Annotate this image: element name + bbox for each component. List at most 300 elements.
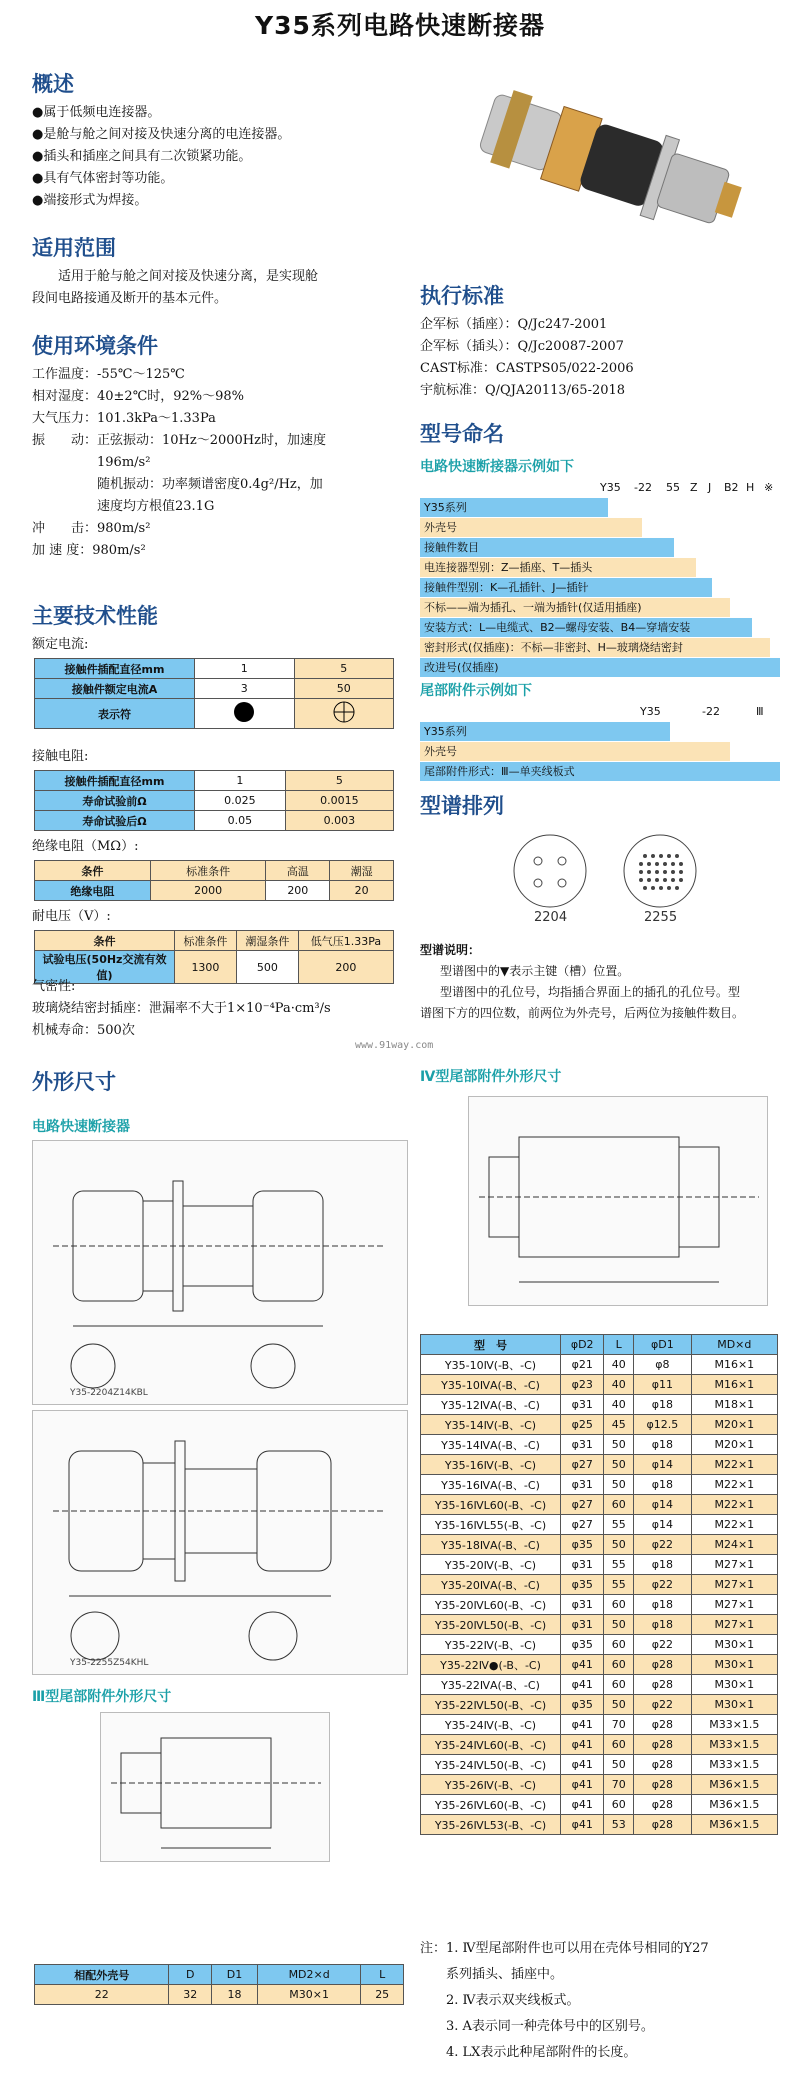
table-cell: Y35-16ⅣL60(-B、-C) [421, 1495, 561, 1515]
table-row [421, 1455, 778, 1475]
table-cell: 潮湿条件 [236, 931, 298, 951]
table-cell: φ22 [634, 1535, 692, 1555]
table-row [421, 1515, 778, 1535]
scope-line: 适用于舱与舱之间对接及快速分离，是实现舱 [58, 269, 319, 284]
table-cell: φ11 [634, 1375, 692, 1395]
table-cell: 50 [604, 1535, 634, 1555]
env-line: 冲 击：980m/s² [32, 521, 151, 536]
insulation-label: 绝缘电阻（MΩ）: [32, 839, 139, 854]
table-cell: 25 [361, 1985, 404, 2005]
table-cell: φ18 [634, 1615, 692, 1635]
table-header: D1 [212, 1965, 258, 1985]
table-cell: φ25 [561, 1415, 604, 1435]
table-cell: 绝缘电阻 [35, 881, 151, 901]
table-cell: M27×1 [691, 1575, 777, 1595]
table-cell: φ28 [634, 1735, 692, 1755]
table-cell: 40 [604, 1375, 634, 1395]
drawing-2204 [32, 1140, 408, 1405]
dims-sub4: Ⅳ型尾部附件外形尺寸 [420, 1069, 562, 1085]
overview-list [32, 102, 290, 212]
table-cell: M18×1 [691, 1395, 777, 1415]
table-cell: 接触件插配直径mm [35, 771, 195, 791]
table-cell: M22×1 [691, 1495, 777, 1515]
perf-extra [32, 976, 331, 1042]
table-cell: φ18 [634, 1555, 692, 1575]
table-cell: Y35-24ⅣL50(-B、-C) [421, 1755, 561, 1775]
table-cell: M30×1 [691, 1655, 777, 1675]
table-row [421, 1395, 778, 1415]
code-part: B2 [724, 481, 739, 494]
table-cell: 60 [604, 1495, 634, 1515]
table-cell: 55 [604, 1515, 634, 1535]
code-part: J [708, 481, 712, 494]
table-cell: φ41 [561, 1815, 604, 1835]
table-cell: M27×1 [691, 1615, 777, 1635]
table-cell: φ31 [561, 1395, 604, 1415]
code-part: H [746, 481, 755, 494]
table-cell: Y35-20ⅣA(-B、-C) [421, 1575, 561, 1595]
table-cell: φ28 [634, 1715, 692, 1735]
table-cell: 低气压1.33Pa [298, 931, 393, 951]
table-cell: 32 [169, 1985, 212, 2005]
naming-heading: 型号命名 [420, 422, 504, 446]
pattern-diagram [500, 826, 720, 936]
table-cell: φ41 [561, 1775, 604, 1795]
fig2-caption: Y35-2255Z54KHL [70, 1658, 149, 1668]
model-code-2 [420, 702, 780, 722]
pattern-notes [420, 940, 744, 1024]
table-cell: φ28 [634, 1815, 692, 1835]
table-cell: 70 [604, 1775, 634, 1795]
table-cell: M27×1 [691, 1595, 777, 1615]
pattern-note-line: 型谱图中的孔位号，均指插合界面上的插孔的孔位号。型 [440, 985, 741, 999]
pattern-note-title: 型谱说明： [420, 943, 481, 957]
table-cell: Y35-12ⅣA(-B、-C) [421, 1395, 561, 1415]
table-cell: Y35-20Ⅳ(-B、-C) [421, 1555, 561, 1575]
code-part: Y35 [640, 705, 661, 718]
table-cell: 标准条件 [150, 861, 266, 881]
naming-rows-2 [420, 722, 780, 782]
overview-item: ●端接形式为焊接。 [32, 193, 148, 208]
env-line: 速度均方根值23.1G [32, 499, 215, 514]
naming-row: 外壳号 [420, 742, 730, 762]
table-cell: M33×1.5 [691, 1735, 777, 1755]
tightness-text: 玻璃烧结密封插座：泄漏率不大于1×10⁻⁴Pa·cm³/s [32, 1001, 331, 1016]
table-row [421, 1355, 778, 1375]
table-row [421, 1615, 778, 1635]
life-text: 机械寿命：500次 [32, 1023, 135, 1038]
symbol-cell [195, 699, 295, 729]
filled-circle-icon [233, 701, 255, 723]
table-cell: 60 [604, 1655, 634, 1675]
table-cell: φ35 [561, 1535, 604, 1555]
notes-line: 3. A表示同一种壳体号中的区别号。 [446, 2019, 654, 2034]
table-row [421, 1595, 778, 1615]
table-row [421, 1555, 778, 1575]
table-cell: M36×1.5 [691, 1815, 777, 1835]
notes-line: 2. Ⅳ表示双夹线板式。 [446, 1993, 580, 2008]
notes [420, 1936, 709, 2066]
product-photo [440, 60, 770, 265]
table-cell: M16×1 [691, 1375, 777, 1395]
scope-text [32, 266, 318, 310]
table-cell: φ41 [561, 1755, 604, 1775]
table-row [421, 1415, 778, 1435]
code-part: Ⅲ [756, 705, 764, 718]
table-cell: φ28 [634, 1675, 692, 1695]
table-row [421, 1755, 778, 1775]
type3-accessory-drawing [101, 1713, 331, 1863]
table-row [421, 1815, 778, 1835]
table-cell: φ8 [634, 1355, 692, 1375]
overview-item: ●是舱与舱之间对接及快速分离的电连接器。 [32, 127, 291, 142]
naming-rows-1 [420, 498, 780, 678]
table-cell: 条件 [35, 931, 175, 951]
table-cell: Y35-14Ⅳ(-B、-C) [421, 1415, 561, 1435]
table-cell: 0.0015 [285, 791, 393, 811]
table-cell: 高温 [266, 861, 330, 881]
table-cell: φ28 [634, 1775, 692, 1795]
table-cell: φ41 [561, 1735, 604, 1755]
table-cell: Y35-18ⅣA(-B、-C) [421, 1535, 561, 1555]
table-cell: 2000 [150, 881, 266, 901]
table-cell: φ14 [634, 1455, 692, 1475]
type3-table [34, 1964, 404, 2005]
table-cell: Y35-26Ⅳ(-B、-C) [421, 1775, 561, 1795]
drawing-type3 [100, 1712, 330, 1862]
table-cell: 18 [212, 1985, 258, 2005]
env-line: 工作温度：-55℃～125℃ [32, 367, 185, 382]
pattern-note-line: 型谱图中的▼表示主键（槽）位置。 [440, 964, 630, 978]
env-line: 振 动：正弦振动：10Hz～2000Hz时，加速度 [32, 433, 326, 448]
table-cell: 50 [604, 1695, 634, 1715]
table-cell: φ27 [561, 1495, 604, 1515]
table-cell: 50 [604, 1615, 634, 1635]
table-cell: Y35-16ⅣL55(-B、-C) [421, 1515, 561, 1535]
table-cell: 40 [604, 1395, 634, 1415]
table-row [421, 1435, 778, 1455]
table-cell: φ18 [634, 1595, 692, 1615]
table-cell: M24×1 [691, 1535, 777, 1555]
table-cell: Y35-24ⅣL60(-B、-C) [421, 1735, 561, 1755]
table-cell: φ22 [634, 1695, 692, 1715]
table-cell: φ18 [634, 1395, 692, 1415]
env-heading: 使用环境条件 [32, 334, 158, 358]
standard-line: 宇航标准：Q/QJA20113/65-2018 [420, 383, 626, 398]
env-line: 196m/s² [32, 455, 151, 470]
table-cell: 试验电压(50Hz交流有效值) [35, 951, 175, 984]
code-part: 55 [666, 481, 680, 494]
table-cell: φ21 [561, 1355, 604, 1375]
standard-line: 企军标（插座）：Q/Jc247-2001 [420, 317, 608, 332]
overview-item: ●插头和插座之间具有二次锁紧功能。 [32, 149, 252, 164]
naming-row: Y35系列 [420, 498, 608, 518]
naming-row: 接触件数目 [420, 538, 674, 558]
table-cell: φ35 [561, 1575, 604, 1595]
table-cell: 条件 [35, 861, 151, 881]
table-cell: 潮湿 [330, 861, 394, 881]
type4-table [420, 1334, 778, 1835]
naming-sub2: 尾部附件示例如下 [420, 683, 532, 699]
table-cell: 60 [604, 1735, 634, 1755]
table-row [421, 1775, 778, 1795]
env-line: 加 速 度：980m/s² [32, 543, 146, 558]
table-cell: φ35 [561, 1695, 604, 1715]
env-line: 大气压力：101.3kPa～1.33Pa [32, 411, 216, 426]
table-cell: φ12.5 [634, 1415, 692, 1435]
overview-item: ●属于低频电连接器。 [32, 105, 161, 120]
fig1-caption: Y35-2204Z14KBL [70, 1388, 148, 1398]
table-cell: φ22 [634, 1635, 692, 1655]
table-header: L [361, 1965, 404, 1985]
env-line: 随机振动：功率频谱密度0.4g²/Hz，加 [32, 477, 323, 492]
table-cell: 50 [604, 1755, 634, 1775]
table-cell: Y35-10Ⅳ(-B、-C) [421, 1355, 561, 1375]
table-cell: M20×1 [691, 1435, 777, 1455]
connector-drawing [33, 1411, 409, 1676]
table-cell: φ31 [561, 1595, 604, 1615]
table-cell: 22 [35, 1985, 169, 2005]
standards-list [420, 314, 634, 402]
table-cell: φ41 [561, 1715, 604, 1735]
naming-row: 电连接器型别：Z—插座、T—插头 [420, 558, 696, 578]
table-cell: 3 [195, 679, 295, 699]
table-cell: 55 [604, 1575, 634, 1595]
notes-line: 系列插头、插座中。 [446, 1967, 564, 1982]
standards-heading: 执行标准 [420, 284, 504, 308]
table-header: 型 号 [421, 1335, 561, 1355]
connector-photo-illustration [440, 60, 770, 265]
table-cell: 55 [604, 1555, 634, 1575]
table-cell: Y35-26ⅣL60(-B、-C) [421, 1795, 561, 1815]
pattern-label-2255: 2255 [644, 910, 678, 925]
table-row [421, 1495, 778, 1515]
table-cell: Y35-16ⅣA(-B、-C) [421, 1475, 561, 1495]
table-row [421, 1675, 778, 1695]
table-cell: M22×1 [691, 1475, 777, 1495]
table-cell: Y35-26ⅣL53(-B、-C) [421, 1815, 561, 1835]
table-row [421, 1715, 778, 1735]
notes-label: 注： [420, 1941, 447, 1956]
scope-heading: 适用范围 [32, 236, 116, 260]
table-row [421, 1575, 778, 1595]
naming-row: 改进号(仅插座) [420, 658, 780, 678]
table-cell: Y35-20ⅣL50(-B、-C) [421, 1615, 561, 1635]
table-cell: M36×1.5 [691, 1775, 777, 1795]
naming-row: Y35系列 [420, 722, 670, 742]
type4-table-body [421, 1355, 778, 1835]
naming-row: 不标——端为插孔、一端为插针(仅适用插座) [420, 598, 730, 618]
scope-line: 段间电路接通及断开的基本元件。 [32, 291, 228, 306]
naming-sub1: 电路快速断接器示例如下 [420, 459, 574, 475]
table-row [421, 1635, 778, 1655]
table-cell: M22×1 [691, 1455, 777, 1475]
table-cell: M20×1 [691, 1415, 777, 1435]
table-cell: 60 [604, 1635, 634, 1655]
code-part: -22 [702, 705, 720, 718]
table-cell: M16×1 [691, 1355, 777, 1375]
table-cell: φ28 [634, 1795, 692, 1815]
table-row [421, 1655, 778, 1675]
table-cell: φ27 [561, 1515, 604, 1535]
contact-res-label: 接触电阻: [32, 749, 89, 764]
table-cell: 接触件插配直径mm [35, 659, 195, 679]
symbol-cell [294, 699, 394, 729]
model-code-1 [420, 478, 780, 498]
table-cell: 50 [294, 679, 394, 699]
table-row [421, 1795, 778, 1815]
perf-heading: 主要技术性能 [32, 604, 158, 628]
table-cell: 20 [330, 881, 394, 901]
table-cell: M33×1.5 [691, 1715, 777, 1735]
rated-current-label: 额定电流: [32, 637, 89, 652]
drawing-type4 [468, 1096, 768, 1306]
table-cell: 200 [266, 881, 330, 901]
table-cell: 500 [236, 951, 298, 984]
table-cell: 53 [604, 1815, 634, 1835]
page-title: Y35系列电路快速断接器 [255, 11, 545, 40]
cross-circle-icon [333, 701, 355, 723]
table-cell: 60 [604, 1595, 634, 1615]
table-cell: φ41 [561, 1675, 604, 1695]
standard-line: 企军标（插头）：Q/Jc20087-2007 [420, 339, 624, 354]
table-cell: φ22 [634, 1575, 692, 1595]
table-cell: Y35-10ⅣA(-B、-C) [421, 1375, 561, 1395]
table-cell: Y35-22ⅣA(-B、-C) [421, 1675, 561, 1695]
table-cell: 接触件额定电流A [35, 679, 195, 699]
table-cell: 70 [604, 1715, 634, 1735]
table-cell: 寿命试验前Ω [35, 791, 195, 811]
table-cell: 寿命试验后Ω [35, 811, 195, 831]
table-cell: Y35-16Ⅳ(-B、-C) [421, 1455, 561, 1475]
table-cell: φ41 [561, 1795, 604, 1815]
table-header: MD2×d [257, 1965, 360, 1985]
table-cell: φ28 [634, 1755, 692, 1775]
table-cell: Y35-22Ⅳ●(-B、-C) [421, 1655, 561, 1675]
drawing-2255 [32, 1410, 408, 1675]
table-cell: 60 [604, 1795, 634, 1815]
contact-res-table [34, 770, 394, 831]
table-cell: 45 [604, 1415, 634, 1435]
table-cell: φ14 [634, 1515, 692, 1535]
standard-line: CAST标准：CASTPS05/022-2006 [420, 361, 634, 376]
table-cell: 1300 [175, 951, 237, 984]
table-row [421, 1695, 778, 1715]
env-line: 相对湿度：40±2℃时，92%～98% [32, 389, 245, 404]
table-row [421, 1535, 778, 1555]
notes-line: 4. LX表示此种尾部附件的长度。 [446, 2045, 637, 2060]
table-cell: M36×1.5 [691, 1795, 777, 1815]
naming-row: 尾部附件形式：Ⅲ—单夹线板式 [420, 762, 780, 782]
pattern-note-line: 谱图下方的四位数，前两位为外壳号，后两位为接触件数目。 [420, 1006, 745, 1020]
naming-row: 安装方式：L—电缆式、B2—螺母安装、B4—穿墙安装 [420, 618, 752, 638]
overview-item: ●具有气体密封等功能。 [32, 171, 174, 186]
voltage-label: 耐电压（V）: [32, 909, 111, 924]
overview-heading: 概述 [32, 72, 74, 96]
notes-text: 1. Ⅳ型尾部附件也可以用在壳体号相同的Y27 [446, 1941, 709, 1956]
table-cell: φ41 [561, 1655, 604, 1675]
table-cell: 50 [604, 1475, 634, 1495]
type4-accessory-drawing [469, 1097, 769, 1307]
table-cell: φ31 [561, 1475, 604, 1495]
table-header: MD×d [691, 1335, 777, 1355]
table-cell: φ27 [561, 1455, 604, 1475]
table-cell: 50 [604, 1455, 634, 1475]
pattern-heading: 型谱排列 [420, 794, 504, 818]
dims-heading: 外形尺寸 [32, 1070, 116, 1094]
table-row [421, 1735, 778, 1755]
code-part: Y35 [600, 481, 621, 494]
notes-line [420, 1936, 709, 1962]
table-cell: M22×1 [691, 1515, 777, 1535]
table-cell: φ35 [561, 1635, 604, 1655]
table-row [421, 1375, 778, 1395]
table-cell: M27×1 [691, 1555, 777, 1575]
table-header: D [169, 1965, 212, 1985]
naming-row: 密封形式(仅插座)：不标—非密封、H—玻璃烧结密封 [420, 638, 770, 658]
table-header: φD2 [561, 1335, 604, 1355]
tightness-label: 气密性: [32, 979, 76, 994]
table-header: 相配外壳号 [35, 1965, 169, 1985]
table-cell: 0.003 [285, 811, 393, 831]
table-cell: φ31 [561, 1615, 604, 1635]
table-cell: 0.05 [195, 811, 286, 831]
table-cell: 40 [604, 1355, 634, 1375]
table-cell: M30×1 [691, 1695, 777, 1715]
table-row [35, 1985, 404, 2005]
table-cell: 5 [294, 659, 394, 679]
table-cell: 5 [285, 771, 393, 791]
table-cell: M33×1.5 [691, 1755, 777, 1775]
table-cell: φ28 [634, 1655, 692, 1675]
table-header: φD1 [634, 1335, 692, 1355]
table-cell: φ18 [634, 1475, 692, 1495]
env-list [32, 364, 326, 562]
table-cell: M30×1 [691, 1675, 777, 1695]
watermark: www.91way.com [355, 1040, 434, 1051]
table-cell: φ18 [634, 1435, 692, 1455]
table-cell: 表示符 [35, 699, 195, 729]
naming-row: 外壳号 [420, 518, 642, 538]
table-cell: Y35-20ⅣL60(-B、-C) [421, 1595, 561, 1615]
table-cell: φ31 [561, 1555, 604, 1575]
table-cell: Y35-14ⅣA(-B、-C) [421, 1435, 561, 1455]
table-cell: Y35-22Ⅳ(-B、-C) [421, 1635, 561, 1655]
table-row [421, 1475, 778, 1495]
rated-current-table [34, 658, 394, 729]
table-cell: 200 [298, 951, 393, 984]
table-cell: M30×1 [691, 1635, 777, 1655]
code-part: Z [690, 481, 698, 494]
naming-row: 接触件型别：K—孔插针、J—插针 [420, 578, 712, 598]
code-part: -22 [634, 481, 652, 494]
connector-drawing [33, 1141, 409, 1406]
table-cell: 60 [604, 1675, 634, 1695]
table-cell: Y35-22ⅣL50(-B、-C) [421, 1695, 561, 1715]
code-part: ※ [764, 481, 774, 494]
table-header: L [604, 1335, 634, 1355]
table-cell: φ31 [561, 1435, 604, 1455]
table-cell: Y35-24Ⅳ(-B、-C) [421, 1715, 561, 1735]
table-cell: M30×1 [257, 1985, 360, 2005]
pattern-label-2204: 2204 [534, 910, 568, 925]
table-cell: 标准条件 [175, 931, 237, 951]
table-cell: 1 [195, 771, 286, 791]
table-cell: 1 [195, 659, 295, 679]
table-cell: 50 [604, 1435, 634, 1455]
dims-sub2: Ⅲ型尾部附件外形尺寸 [32, 1689, 172, 1705]
table-cell: φ23 [561, 1375, 604, 1395]
